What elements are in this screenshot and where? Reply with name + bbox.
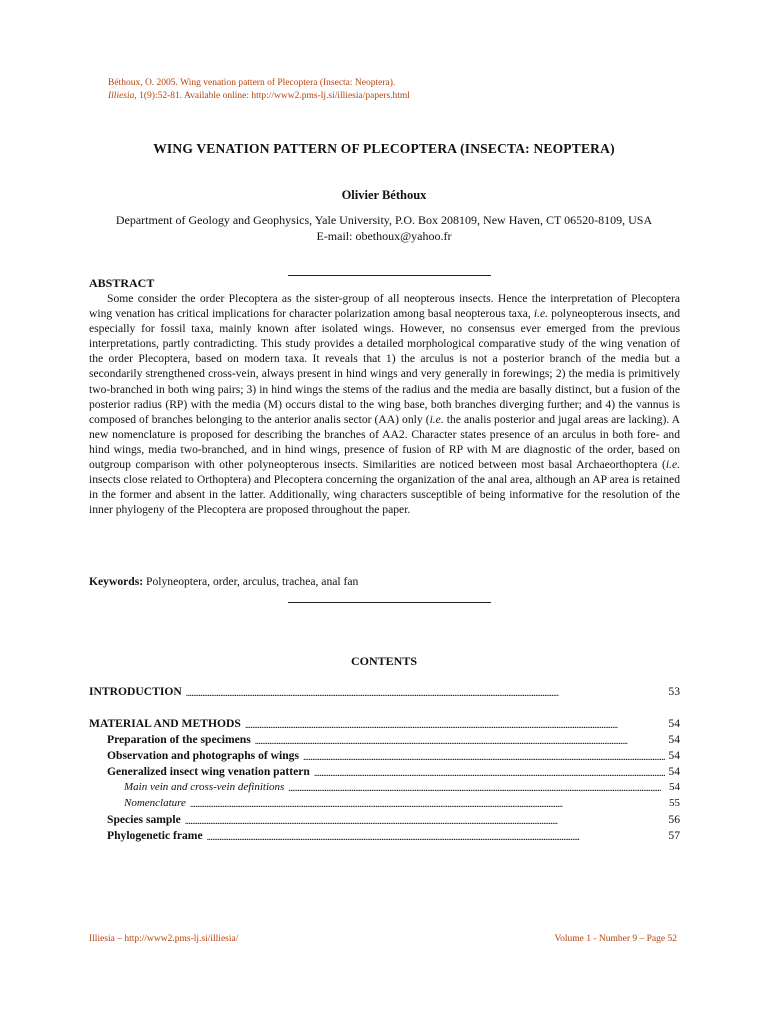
affiliation-email: E-mail: obethoux@yahoo.fr xyxy=(316,229,452,243)
keywords-label: Keywords: xyxy=(89,575,144,588)
toc-leader-dots xyxy=(186,687,666,699)
toc-leader-dots xyxy=(303,751,665,763)
abstract-text: Some consider the order Plecoptera as the sister-group of all neopterous insects. Hence the interpretation of Plecoptera wing venation has critical implications for character polarization among basal neopterous taxa, i.e. polyneopterous insects, and especially for fossil taxa, mainly known after isolated wings. However, no consensus ever emerged from the previous interpretations, partly contradicting. This study provides a detailed morphological comparative study of the wing venation of the order Plecoptera, based on modern taxa. It reveals that 1) the arculus is not a posterior branch of the media but a secondarily strengthened cross-vein, always present in hind wings and very generally in forewings; 2) the media is primitively two-branched in both wing pairs; 3) in hind wings the stems of the radius and the media are basally distinct, but a fusion of the posterior radius (RP) with the media (M) occurs distal to the wing base, both branches diverging further; and 4) the vannus is composed of branches belonging to the anterior analis sector (AA) only (i.e. the analis posterior and jugal areas are lacking). A new nomenclature is proposed for describing the branches of AA2. Character states presence of an arculus in both fore- and hind wings, media two-branched, and in hind wings, presence of fusion of RP with M are diagnostic of the order, based on outgroup comparison with other polyneopterous insects. Similarities are noticed between most basal Archaeorthoptera (i.e. insects close related to Orthoptera) and Plecoptera concerning the organization of the anal area, although an AP area is retained in the former and absent in the latter. Additionally, wing characters susceptible of being informative for the resolution of the inner phylogeny of the Plecoptera are proposed throughout the paper. xyxy=(89,292,680,517)
affiliation xyxy=(0,212,768,244)
toc-entry-page: 54 xyxy=(668,749,680,762)
toc-entry[interactable] xyxy=(89,781,680,797)
citation-details: , 1(9):52-81. Available online: http://www2.pms-lj.si/illiesia/papers.html xyxy=(134,91,410,101)
citation-journal: Illiesia xyxy=(108,91,135,101)
footer-journal-link[interactable]: Illiesia – http://www2.pms-lj.si/illiesia/ xyxy=(89,934,239,944)
keywords xyxy=(89,575,358,588)
toc-entry-title: MATERIAL AND METHODS xyxy=(89,717,241,730)
toc-entry[interactable] xyxy=(89,829,680,845)
toc-entry-page: 56 xyxy=(668,813,680,826)
toc-entry-title: Phylogenetic frame xyxy=(107,829,203,842)
toc-entry-page: 54 xyxy=(669,781,680,793)
toc-leader-dots xyxy=(314,767,666,779)
toc-entry[interactable] xyxy=(89,797,680,813)
toc-entry-page: 54 xyxy=(668,717,680,730)
toc-leader-dots xyxy=(245,719,666,731)
toc-leader-dots xyxy=(190,798,666,810)
contents-heading: CONTENTS xyxy=(350,654,418,668)
toc-entry[interactable] xyxy=(89,733,680,749)
toc-entry[interactable] xyxy=(89,765,680,781)
toc-entry-title: Main vein and cross-vein definitions xyxy=(124,781,285,793)
toc-entry[interactable] xyxy=(89,685,680,701)
toc-entry-title: Generalized insect wing venation pattern xyxy=(107,765,310,778)
toc-entry-page: 54 xyxy=(668,733,680,746)
toc-entry-title: INTRODUCTION xyxy=(89,685,182,698)
toc-entry-page: 57 xyxy=(668,829,680,842)
author-name: Olivier Béthoux xyxy=(341,188,427,202)
toc-leader-dots xyxy=(255,735,666,747)
toc-entry-page: 55 xyxy=(669,797,680,809)
toc-entry-title: Species sample xyxy=(107,813,181,826)
toc-leader-dots xyxy=(207,831,666,843)
divider-bottom xyxy=(288,602,491,603)
citation xyxy=(108,77,410,103)
toc-entry-title: Nomenclature xyxy=(124,797,186,809)
citation-line-2 xyxy=(108,90,410,103)
toc-leader-dots xyxy=(185,815,666,827)
citation-line-1: Béthoux, O. 2005. Wing venation pattern of Plecoptera (Insecta: Neoptera). xyxy=(108,78,396,88)
toc-entry[interactable] xyxy=(89,813,680,829)
toc-entry-page: 54 xyxy=(668,765,680,778)
toc-entry[interactable] xyxy=(89,717,680,733)
keywords-text: Polyneoptera, order, arculus, trachea, anal fan xyxy=(143,575,359,588)
toc-entry-title: Preparation of the specimens xyxy=(107,733,251,746)
paper-title: WING VENATION PATTERN OF PLECOPTERA (INSECTA: NEOPTERA) xyxy=(153,141,615,156)
toc-leader-dots xyxy=(288,782,666,794)
affiliation-department: Department of Geology and Geophysics, Yale University, P.O. Box 208109, New Haven, CT 06520-8109, USA xyxy=(115,213,653,227)
toc-entry-title: Observation and photographs of wings xyxy=(107,749,299,762)
footer-page-info: Volume 1 - Number 9 – Page 52 xyxy=(554,934,677,944)
divider-top xyxy=(288,275,491,276)
toc-entry-page: 53 xyxy=(668,685,680,698)
abstract-heading: ABSTRACT xyxy=(89,276,155,290)
toc-entry[interactable] xyxy=(89,749,680,765)
